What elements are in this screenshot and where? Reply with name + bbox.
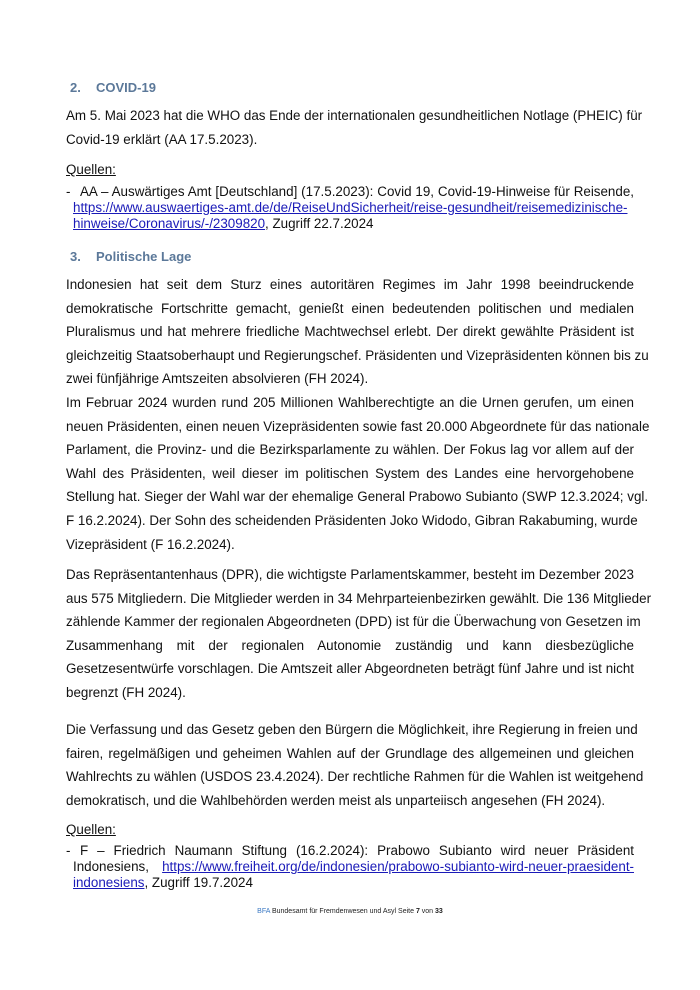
source-text: AA – Auswärtiges Amt [Deutschland] (17.5.2023): Covid 19, Covid-19-Hinweise für Reisende,: [80, 184, 634, 199]
source-link-continued[interactable]: hinweise/Coronavirus/-/2309820: [73, 216, 266, 231]
sources-label: Quellen:: [66, 822, 116, 837]
politics-paragraph-1: [66, 273, 650, 556]
text-line: fairen, regelmäßigen und geheimen Wahlen auf der Grundlage des allgemeinen und gleichen: [66, 745, 634, 761]
text-line: demokratische Fortschritte gemacht, genießt einen bedeutenden politischen und medialen: [66, 300, 634, 316]
text-line: gleichzeitig Staatsoberhaupt und Regierungschef. Präsidenten und Vizepräsidenten können bis zu: [66, 347, 649, 363]
section-number: 2.: [70, 80, 81, 95]
text-line: Pluralismus und hat mehrere friedliche Machtwechsel erlebt. Der direkt gewählte Präsident ist: [66, 324, 634, 340]
footer-brand: BFA: [257, 908, 271, 915]
text-line: Gesetzesentwürfe vorschlagen. Die Amtszeit aller Abgeordneten beträgt fünf Jahre und ist nicht: [66, 661, 634, 677]
source-link[interactable]: https://www.freiheit.org/de/indonesien/prabowo-subianto-wird-neuer-praesident-: [162, 859, 634, 874]
text-line: Vizepräsident (F 16.2.2024).: [66, 536, 235, 552]
text-line: Im Februar 2024 wurden rund 205 Millionen Wahlberechtigte an die Urnen gerufen, um einen: [66, 394, 634, 410]
text-line: Stellung hat. Sieger der Wahl war der ehemalige General Prabowo Subianto (SWP 12.3.2024; vgl.: [66, 489, 649, 505]
access-date: , Zugriff 22.7.2024: [265, 216, 374, 231]
source-text-continued: Indonesiens,: [73, 859, 149, 874]
text-line: Wahlrechts zu wählen (USDOS 23.4.2024). Der rechtliche Rahmen für die Wahlen ist weitgehend: [66, 769, 644, 785]
text-line: Parlament, die Provinz- und die Bezirksparlamente zu wählen. Der Fokus lag vor allem auf der: [66, 442, 634, 458]
page-number: 7: [415, 908, 420, 915]
text-line: Indonesien hat seit dem Sturz eines autoritären Regimes im Jahr 1998 beeindruckende: [66, 277, 634, 292]
politics-paragraph-3: [66, 718, 644, 812]
section-heading-politische-lage: [70, 249, 191, 264]
source-entry: [66, 843, 634, 891]
text-line: Die Verfassung und das Gesetz geben den Bürgern die Möglichkeit, ihre Regierung in freien und: [66, 722, 638, 737]
section-number: 3.: [70, 249, 81, 264]
text-line: Am 5. Mai 2023 hat die WHO das Ende der internationalen gesundheitlichen Notlage (PHEIC) für: [66, 108, 643, 123]
text-line: demokratisch, und die Wahlbehörden werden meist als unparteiisch angesehen (FH 2024).: [66, 792, 606, 808]
text-line: zählende Kammer der regionalen Abgeordneten (DPD) ist für die Überwachung von Gesetzen im: [66, 614, 641, 630]
source-text: F – Friedrich Naumann Stiftung (16.2.2024): Prabowo Subianto wird neuer Präsident: [80, 843, 634, 858]
list-dash: -: [66, 843, 71, 858]
section-heading-covid: [70, 80, 156, 95]
covid-paragraph: [66, 104, 643, 151]
sources-label: Quellen:: [66, 162, 116, 177]
source-link[interactable]: https://www.auswaertiges-amt.de/de/ReiseUndSicherheit/reise-gesundheit/reisemedizinische-: [73, 200, 628, 215]
source-entry: [66, 184, 634, 232]
source-link-continued[interactable]: indonesiens: [73, 875, 145, 890]
text-line: F 16.2.2024). Der Sohn des scheidenden Präsidenten Joko Widodo, Gibran Rakabuming, wurde: [66, 512, 638, 528]
text-line: Zusammenhang mit der regionalen Autonomie zuständig und kann diesbezügliche: [66, 637, 634, 653]
list-dash: -: [66, 184, 71, 199]
text-line: begrenzt (FH 2024).: [66, 684, 186, 700]
text-line: aus 575 Mitgliedern. Die Mitglieder werden in 34 Mehrparteienbezirken gewählt. Die 136 Mitglieder: [66, 590, 652, 606]
page-footer: [0, 908, 700, 915]
text-line: zwei fünfjährige Amtszeiten absolvieren (FH 2024).: [66, 371, 369, 387]
text-line: Covid-19 erklärt (AA 17.5.2023).: [66, 131, 258, 147]
access-date: , Zugriff 19.7.2024: [144, 875, 253, 890]
text-line: Wahl des Präsidenten, weil dieser im politischen System des Landes eine hervorgehobene: [66, 465, 634, 481]
text-line: Das Repräsentantenhaus (DPR), die wichtigste Parlamentskammer, besteht im Dezember 2023: [66, 567, 634, 582]
text-line: neuen Präsidenten, einen neuen Vizepräsidenten sowie fast 20.000 Abgeordnete für das nationale: [66, 418, 650, 434]
page-total: 33: [435, 908, 443, 915]
section-title: COVID-19: [96, 80, 156, 95]
footer-org: Bundesamt für Fremdenwesen und Asyl Seite: [270, 908, 416, 915]
section-title: Politische Lage: [96, 249, 192, 264]
politics-paragraph-2: [66, 563, 652, 705]
footer-of: von: [419, 908, 436, 915]
